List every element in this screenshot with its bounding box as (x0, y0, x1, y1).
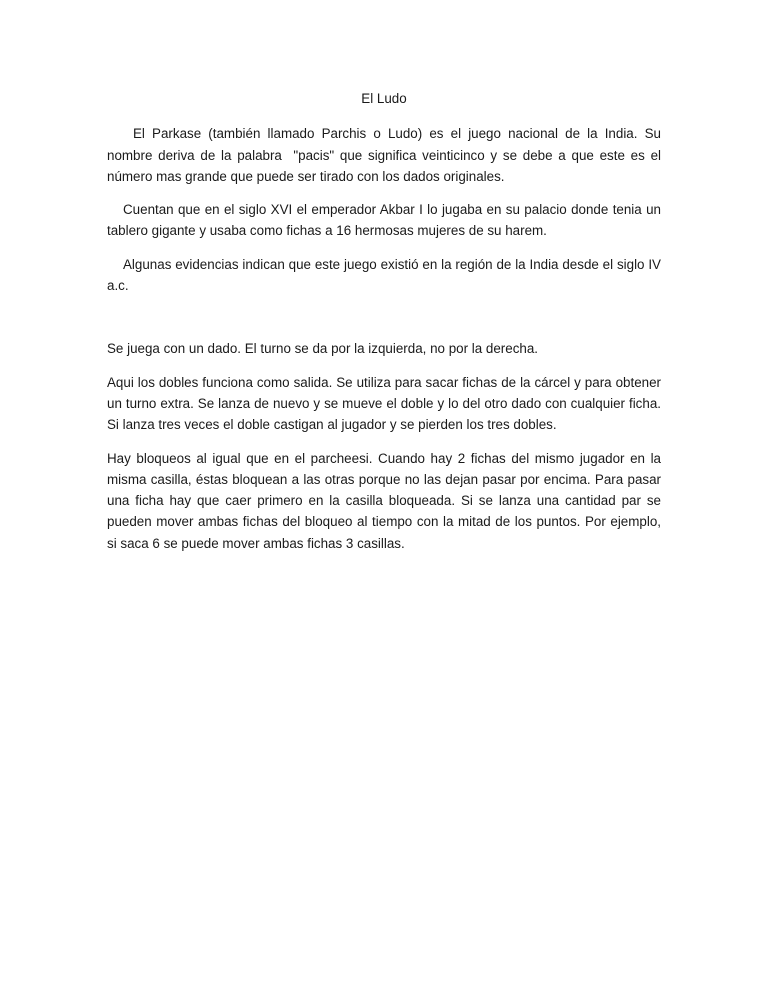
paragraph-evidence: Algunas evidencias indican que este juego existió en la región de la India desde el siglo IV a.c. (107, 256, 665, 294)
paragraph-origin: El Parkase (también llamado Parchis o Ludo) es el juego nacional de la India. Su nombre deriva de la palabra "pacis" que significa veinticinco y se debe a que este es el número mas grande que puede ser tirado con los dados originales. (107, 126, 665, 184)
section-gap (107, 308, 661, 338)
paragraph-turn-rule: Se juega con un dado. El turno se da por la izquierda, no por la derecha. (107, 341, 539, 357)
paragraph-akbar: Cuentan que en el siglo XVI el emperador Akbar I lo jugaba en su palacio donde tenia un tablero gigante y usaba como fichas a 16 hermosas mujeres de su harem. (107, 202, 665, 239)
paragraph-doubles-rule: Aqui los dobles funciona como salida. Se utiliza para sacar fichas de la cárcel y para obtener un turno extra. Se lanza de nuevo y se mueve el doble y lo del otro dado con cualquier ficha. Si lanza tres veces el doble castigan al jugador y se pierden los tres dobles. (107, 374, 665, 433)
document-page (107, 88, 665, 566)
document-title: El Ludo (361, 91, 407, 106)
paragraph-blocking-rule: Hay bloqueos al igual que en el parcheesi. Cuando hay 2 fichas del mismo jugador en la misma casilla, éstas bloquean a las otras porque no las dejan pasar por encima. Para pasar una ficha hay que caer primero en la casilla bloqueada. Si se lanza una cantidad par se pueden mover ambas fichas del bloqueo al tiempo con la mitad de los puntos. Por ejemplo, si saca 6 se puede mover ambas fichas 3 casillas. (107, 450, 665, 551)
